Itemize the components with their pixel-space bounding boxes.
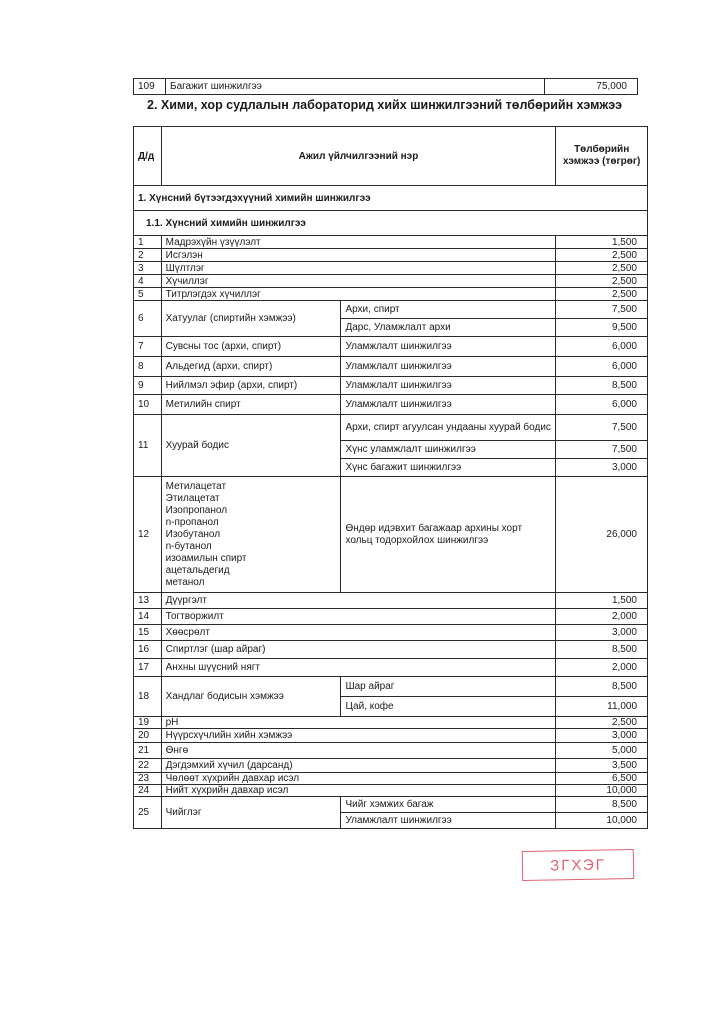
row-price: 7,500 — [556, 301, 648, 319]
table-row — [134, 357, 648, 377]
row-number: 16 — [134, 641, 162, 659]
row-subname: Уламжлалт шинжилгээ — [341, 337, 556, 357]
row-price: 11,000 — [556, 697, 648, 717]
row-subname: Өндөр идэвхит багажаар архины хорт хольц тодорхойлох шинжилгээ — [341, 477, 556, 593]
row-name: Альдегид (архи, спирт) — [161, 357, 341, 377]
row-number: 5 — [134, 288, 162, 301]
row-name: Шүлтлэг — [161, 262, 556, 275]
row-price: 8,500 — [556, 641, 648, 659]
subgroup-row — [134, 211, 648, 236]
header-price: Төлбөрийн хэмжээ (төгрөг) — [556, 127, 648, 186]
row-name: Хандлаг бодисын хэмжээ — [161, 677, 341, 717]
group-title: 1. Хүнсний бүтээгдэхүүний химийн шинжилгээ — [134, 186, 648, 211]
row-name: Дүүргэлт — [161, 593, 556, 609]
row-number: 109 — [134, 79, 166, 95]
section-title: 2. Хими, хор судлалын лабораторид хийх шинжилгээний төлбөрийн хэмжээ — [147, 98, 623, 112]
row-subname: Хүнс багажит шинжилгээ — [341, 459, 556, 477]
table-row — [134, 785, 648, 797]
row-name: Тогтворжилт — [161, 609, 556, 625]
row-price: 2,500 — [556, 262, 648, 275]
table-row — [134, 377, 648, 395]
row-number: 12 — [134, 477, 162, 593]
row-price: 3,000 — [556, 625, 648, 641]
row-subname: Уламжлалт шинжилгээ — [341, 357, 556, 377]
table-row — [134, 797, 648, 813]
row-name: Анхны шүүсний нягт — [161, 659, 556, 677]
table-row — [134, 262, 648, 275]
table-row — [134, 677, 648, 697]
table-row — [134, 717, 648, 729]
row-number: 15 — [134, 625, 162, 641]
table-row — [134, 236, 648, 249]
row-price: 10,000 — [556, 785, 648, 797]
row-price: 2,000 — [556, 659, 648, 677]
row-price: 6,500 — [556, 773, 648, 785]
row-price: 6,000 — [556, 395, 648, 415]
row-price: 6,000 — [556, 337, 648, 357]
table-row — [134, 729, 648, 743]
row-name: Дэгдэмхий хүчил (дарсанд) — [161, 759, 556, 773]
row-name: Багажит шинжилгээ — [166, 79, 545, 95]
row-price: 3,000 — [556, 729, 648, 743]
row-name: Мадрэхүйн үзүүлэлт — [161, 236, 556, 249]
row-number: 4 — [134, 275, 162, 288]
row-subname: Архи, спирт — [341, 301, 556, 319]
row-number: 17 — [134, 659, 162, 677]
row-number: 9 — [134, 377, 162, 395]
row-price: 75,000 — [545, 79, 638, 95]
row-number: 20 — [134, 729, 162, 743]
row-number: 8 — [134, 357, 162, 377]
row-name: Исгэлэн — [161, 249, 556, 262]
row-number: 23 — [134, 773, 162, 785]
row-price: 26,000 — [556, 477, 648, 593]
row-price: 5,000 — [556, 743, 648, 759]
row-price: 3,000 — [556, 459, 648, 477]
row-name: Сувсны тос (архи, спирт) — [161, 337, 341, 357]
row-number: 3 — [134, 262, 162, 275]
table-row — [134, 743, 648, 759]
subgroup-title: 1.1. Хүнсний химийн шинжилгээ — [134, 211, 648, 236]
table-row — [134, 593, 648, 609]
row-subname: Шар айраг — [341, 677, 556, 697]
row-name: Чийглэг — [161, 797, 341, 829]
row-number: 18 — [134, 677, 162, 717]
table-row — [134, 288, 648, 301]
row-subname: Уламжлалт шинжилгээ — [341, 813, 556, 829]
table-row — [134, 609, 648, 625]
header-num: Д/д — [134, 127, 162, 186]
table-row — [134, 659, 648, 677]
row-subname: Архи, спирт агуулсан ундааны хуурай бодис — [341, 415, 556, 441]
row-price: 3,500 — [556, 759, 648, 773]
row-name: Чөлөөт хүхрийн давхар исэл — [161, 773, 556, 785]
row-number: 7 — [134, 337, 162, 357]
row-subname: Чийг хэмжих багаж — [341, 797, 556, 813]
row-price: 2,500 — [556, 249, 648, 262]
row-price: 2,500 — [556, 717, 648, 729]
row-number: 14 — [134, 609, 162, 625]
row-number: 24 — [134, 785, 162, 797]
row-name: Өнгө — [161, 743, 556, 759]
row-number: 22 — [134, 759, 162, 773]
row-name-list: Метилацетат Этилацетат Изопропанол n-пропанол Изобутанол n-бутанол изоамилын спирт ацетальдегид метанол — [161, 477, 341, 593]
row-name: Нүүрсхүчлийн хийн хэмжээ — [161, 729, 556, 743]
header-service: Ажил үйлчилгээний нэр — [161, 127, 556, 186]
row-number: 11 — [134, 415, 162, 477]
table-row — [134, 641, 648, 659]
table-row — [134, 249, 648, 262]
row-name: Спиртлэг (шар айраг) — [161, 641, 556, 659]
row-number: 21 — [134, 743, 162, 759]
row-name: Нийт хүхрийн давхар исэл — [161, 785, 556, 797]
row-number: 10 — [134, 395, 162, 415]
row-price: 7,500 — [556, 441, 648, 459]
row-price: 2,500 — [556, 275, 648, 288]
row-price: 9,500 — [556, 319, 648, 337]
row-price: 2,000 — [556, 609, 648, 625]
row-price: 8,500 — [556, 797, 648, 813]
row-number: 6 — [134, 301, 162, 337]
row-price: 7,500 — [556, 415, 648, 441]
table-header — [134, 127, 648, 186]
table-row — [134, 625, 648, 641]
row-number: 1 — [134, 236, 162, 249]
table-row — [134, 477, 648, 593]
row-name: pH — [161, 717, 556, 729]
table-row — [134, 301, 648, 319]
row-number: 13 — [134, 593, 162, 609]
row-price: 6,000 — [556, 357, 648, 377]
row-name: Нийлмэл эфир (архи, спирт) — [161, 377, 341, 395]
row-name: Титрлэгдэх хүчиллэг — [161, 288, 556, 301]
table-row — [134, 337, 648, 357]
row-number: 19 — [134, 717, 162, 729]
row-price: 1,500 — [556, 236, 648, 249]
table-row — [134, 415, 648, 441]
table-row — [134, 773, 648, 785]
table-row — [134, 759, 648, 773]
table-row — [134, 275, 648, 288]
row-subname: Уламжлалт шинжилгээ — [341, 377, 556, 395]
row-price: 1,500 — [556, 593, 648, 609]
row-subname: Цай, кофе — [341, 697, 556, 717]
row-price: 2,500 — [556, 288, 648, 301]
group-row — [134, 186, 648, 211]
row-subname: Уламжлалт шинжилгээ — [341, 395, 556, 415]
row-name: Хуурай бодис — [161, 415, 341, 477]
row-price: 8,500 — [556, 677, 648, 697]
row-number: 25 — [134, 797, 162, 829]
table-row — [134, 79, 638, 95]
top-table — [133, 78, 638, 95]
row-name: Метилийн спирт — [161, 395, 341, 415]
row-price: 10,000 — [556, 813, 648, 829]
row-number: 2 — [134, 249, 162, 262]
row-name: Хатуулаг (спиртийн хэмжээ) — [161, 301, 341, 337]
row-subname: Хүнс уламжлалт шинжилгээ — [341, 441, 556, 459]
row-name: Хөөсрөлт — [161, 625, 556, 641]
row-subname: Дарс, Уламжлалт архи — [341, 319, 556, 337]
price-table — [133, 126, 648, 829]
stamp: ЗГХЭГ — [522, 849, 635, 881]
row-price: 8,500 — [556, 377, 648, 395]
table-row — [134, 395, 648, 415]
row-name: Хүчиллэг — [161, 275, 556, 288]
